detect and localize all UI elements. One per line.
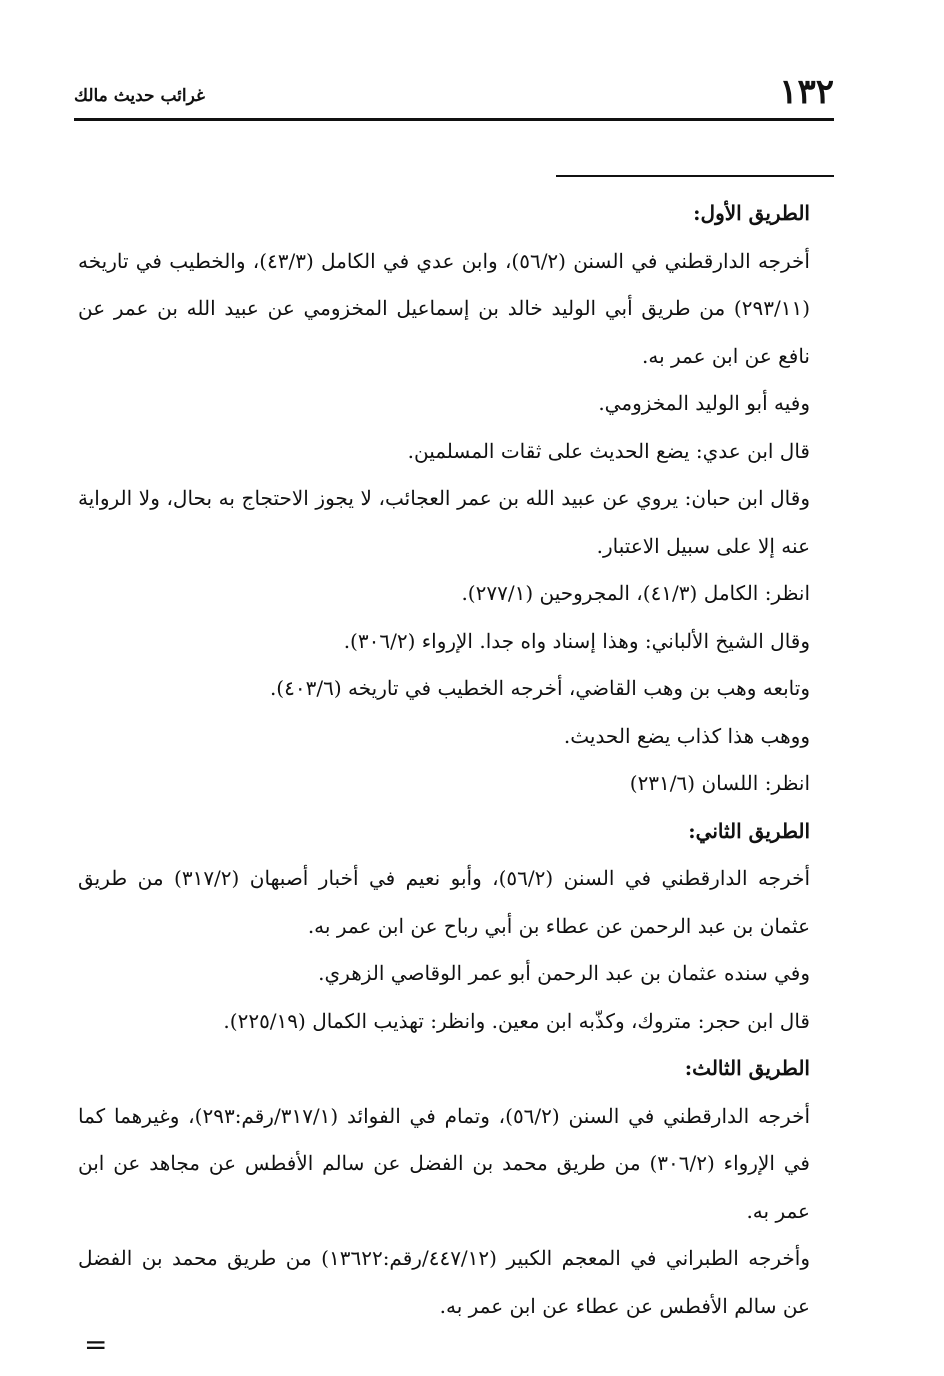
paragraph: وقال الشيخ الألباني: وهذا إسناد واه جدا. الإرواء (٣٠٦/٢). [343, 628, 810, 653]
paragraph: انظر: اللسان (٢٣١/٦) [629, 771, 810, 795]
page-header [74, 72, 834, 121]
paragraph: وأخرجه الطبراني في المعجم الكبير (٤٤٧/١٢/رقم:١٣٦٢٢) من طريق محمد بن الفضل عن سالم الأفطس عن عطاء عن ابن عمر به. [78, 1246, 810, 1318]
section-heading-first-route: الطريق الأول: [693, 201, 810, 225]
continuation-mark: = [84, 1328, 108, 1361]
paragraph: قال ابن عدي: يضع الحديث على ثقات المسلمين. [407, 438, 810, 463]
paragraph: ووهب هذا كذاب يضع الحديث. [563, 723, 810, 748]
section-heading-third-route: الطريق الثالث: [684, 1056, 810, 1080]
paragraph: انظر: الكامل (٤١/٣)، المجروحين (٢٧٧/١). [461, 581, 810, 605]
page-number: ١٣٢ [779, 72, 834, 112]
section-heading-second-route: الطريق الثاني: [688, 818, 810, 843]
paragraph: وقال ابن حبان: يروي عن عبيد الله بن عمر العجائب، لا يجوز الاحتجاج به بحال، ولا الرواية عنه إلا على سبيل الاعتبار. [78, 486, 810, 558]
paragraph: أخرجه الدارقطني في السنن (٥٦/٢)، وتمام في الفوائد (٣١٧/١/رقم:٢٩٣)، وغيرهما كما في الإرواء (٣٠٦/٢) من طريق محمد بن الفضل عن سالم الأفطس عن مجاهد عن ابن عمر به. [78, 1103, 810, 1223]
paragraph: وفيه أبو الوليد المخزومي. [598, 391, 810, 415]
paragraph: أخرجه الدارقطني في السنن (٥٦/٢)، وأبو نعيم في أخبار أصبهان (٣١٧/٢) من طريق عثمان بن عبد الرحمن عن عطاء بن أبي رباح عن ابن عمر به. [78, 866, 811, 938]
running-title: غرائب حديث مالك [74, 86, 205, 106]
page-body [78, 190, 810, 1330]
paragraph: قال ابن حجر: متروك، وكذّبه ابن معين. وانظر: تهذيب الكمال (٢٢٥/١٩). [223, 1008, 810, 1033]
section-divider [556, 175, 834, 177]
paragraph: أخرجه الدارقطني في السنن (٥٦/٢)، وابن عدي في الكامل (٤٣/٣)، والخطيب في تاريخه (٢٩٣/١١) من طريق أبي الوليد خالد بن إسماعيل المخزومي عن عبيد الله بن عمر عن نافع عن ابن عمر به. [78, 248, 810, 368]
paragraph: وتابعه وهب بن وهب القاضي، أخرجه الخطيب في تاريخه (٤٠٣/٦). [269, 676, 810, 700]
paragraph: وفي سنده عثمان بن عبد الرحمن أبو عمر الوقاصي الزهري. [318, 961, 810, 985]
